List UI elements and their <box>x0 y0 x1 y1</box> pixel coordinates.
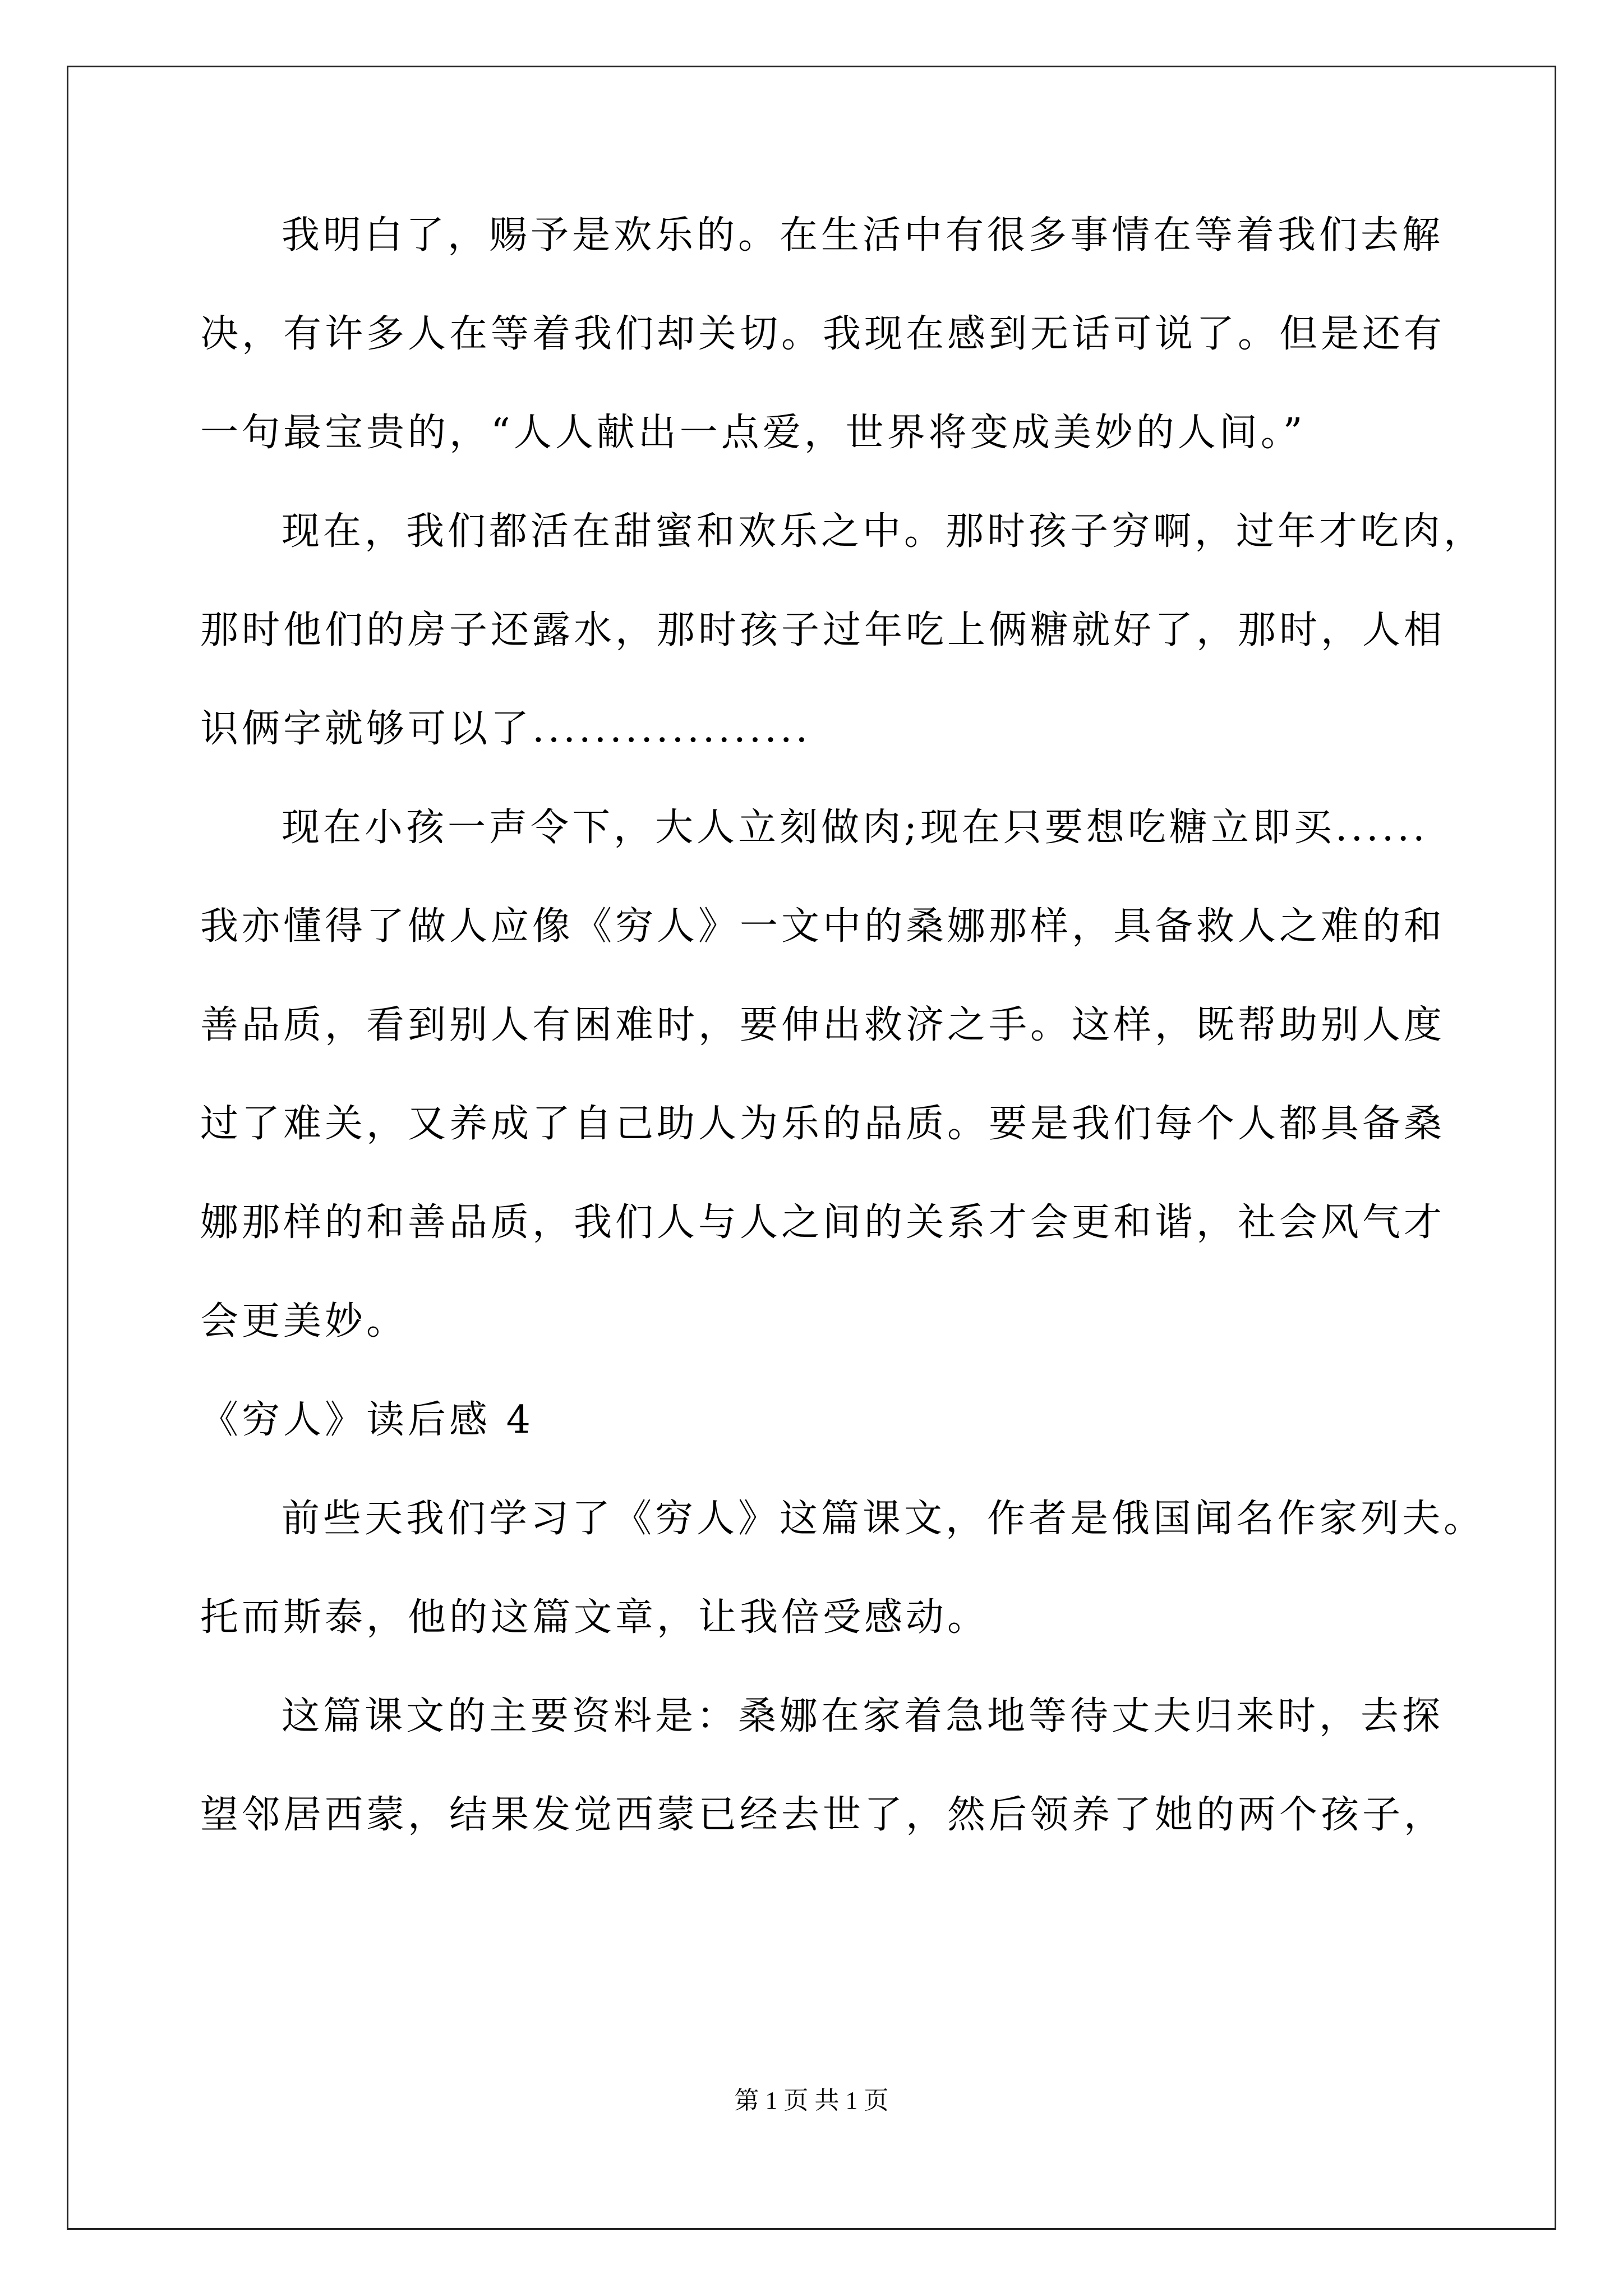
page-footer: 第 1 页 共 1 页 <box>734 2087 889 2114</box>
text-line: 那时他们的房子还露水，那时孩子过年吃上俩糖就好了，那时，人相 <box>200 608 1446 652</box>
text-line: 这篇课文的主要资料是：桑娜在家着急地等待丈夫归来时，去探 <box>282 1694 1444 1738</box>
text-line: 前些天我们学习了《穷人》这篇课文，作者是俄国闻名作家列夫。 <box>282 1497 1486 1541</box>
section-heading: 《穷人》读后感 4 <box>200 1398 534 1442</box>
text-line: 会更美妙。 <box>200 1299 408 1343</box>
text-line: 过了难关，又养成了自己助人为乐的品质。要是我们每个人都具备桑 <box>200 1102 1446 1146</box>
text-line: 望邻居西蒙，结果发觉西蒙已经去世了，然后领养了她的两个孩子， <box>200 1793 1446 1837</box>
text-line: 托而斯泰，他的这篇文章，让我倍受感动。 <box>200 1595 989 1640</box>
text-line: 决，有许多人在等着我们却关切。我现在感到无话可说了。但是还有 <box>200 312 1446 356</box>
text-line: 现在，我们都活在甜蜜和欢乐之中。那时孩子穷啊，过年才吃肉， <box>282 509 1486 554</box>
text-line: 一句最宝贵的，“人人献出一点爱，世界将变成美妙的人间。” <box>200 411 1306 455</box>
text-line: 识俩字就够可以了.................. <box>200 707 811 751</box>
text-line: 我明白了，赐予是欢乐的。在生活中有很多事情在等着我们去解 <box>282 213 1444 257</box>
text-line: 娜那样的和善品质，我们人与人之间的关系才会更和谐，社会风气才 <box>200 1200 1446 1245</box>
text-line: 现在小孩一声令下，大人立刻做肉;现在只要想吃糖立即买...... <box>282 806 1428 850</box>
text-line: 我亦懂得了做人应像《穷人》一文中的桑娜那样，具备救人之难的和 <box>200 904 1446 949</box>
text-line: 善品质，看到别人有困难时，要伸出救济之手。这样，既帮助别人度 <box>200 1003 1446 1047</box>
